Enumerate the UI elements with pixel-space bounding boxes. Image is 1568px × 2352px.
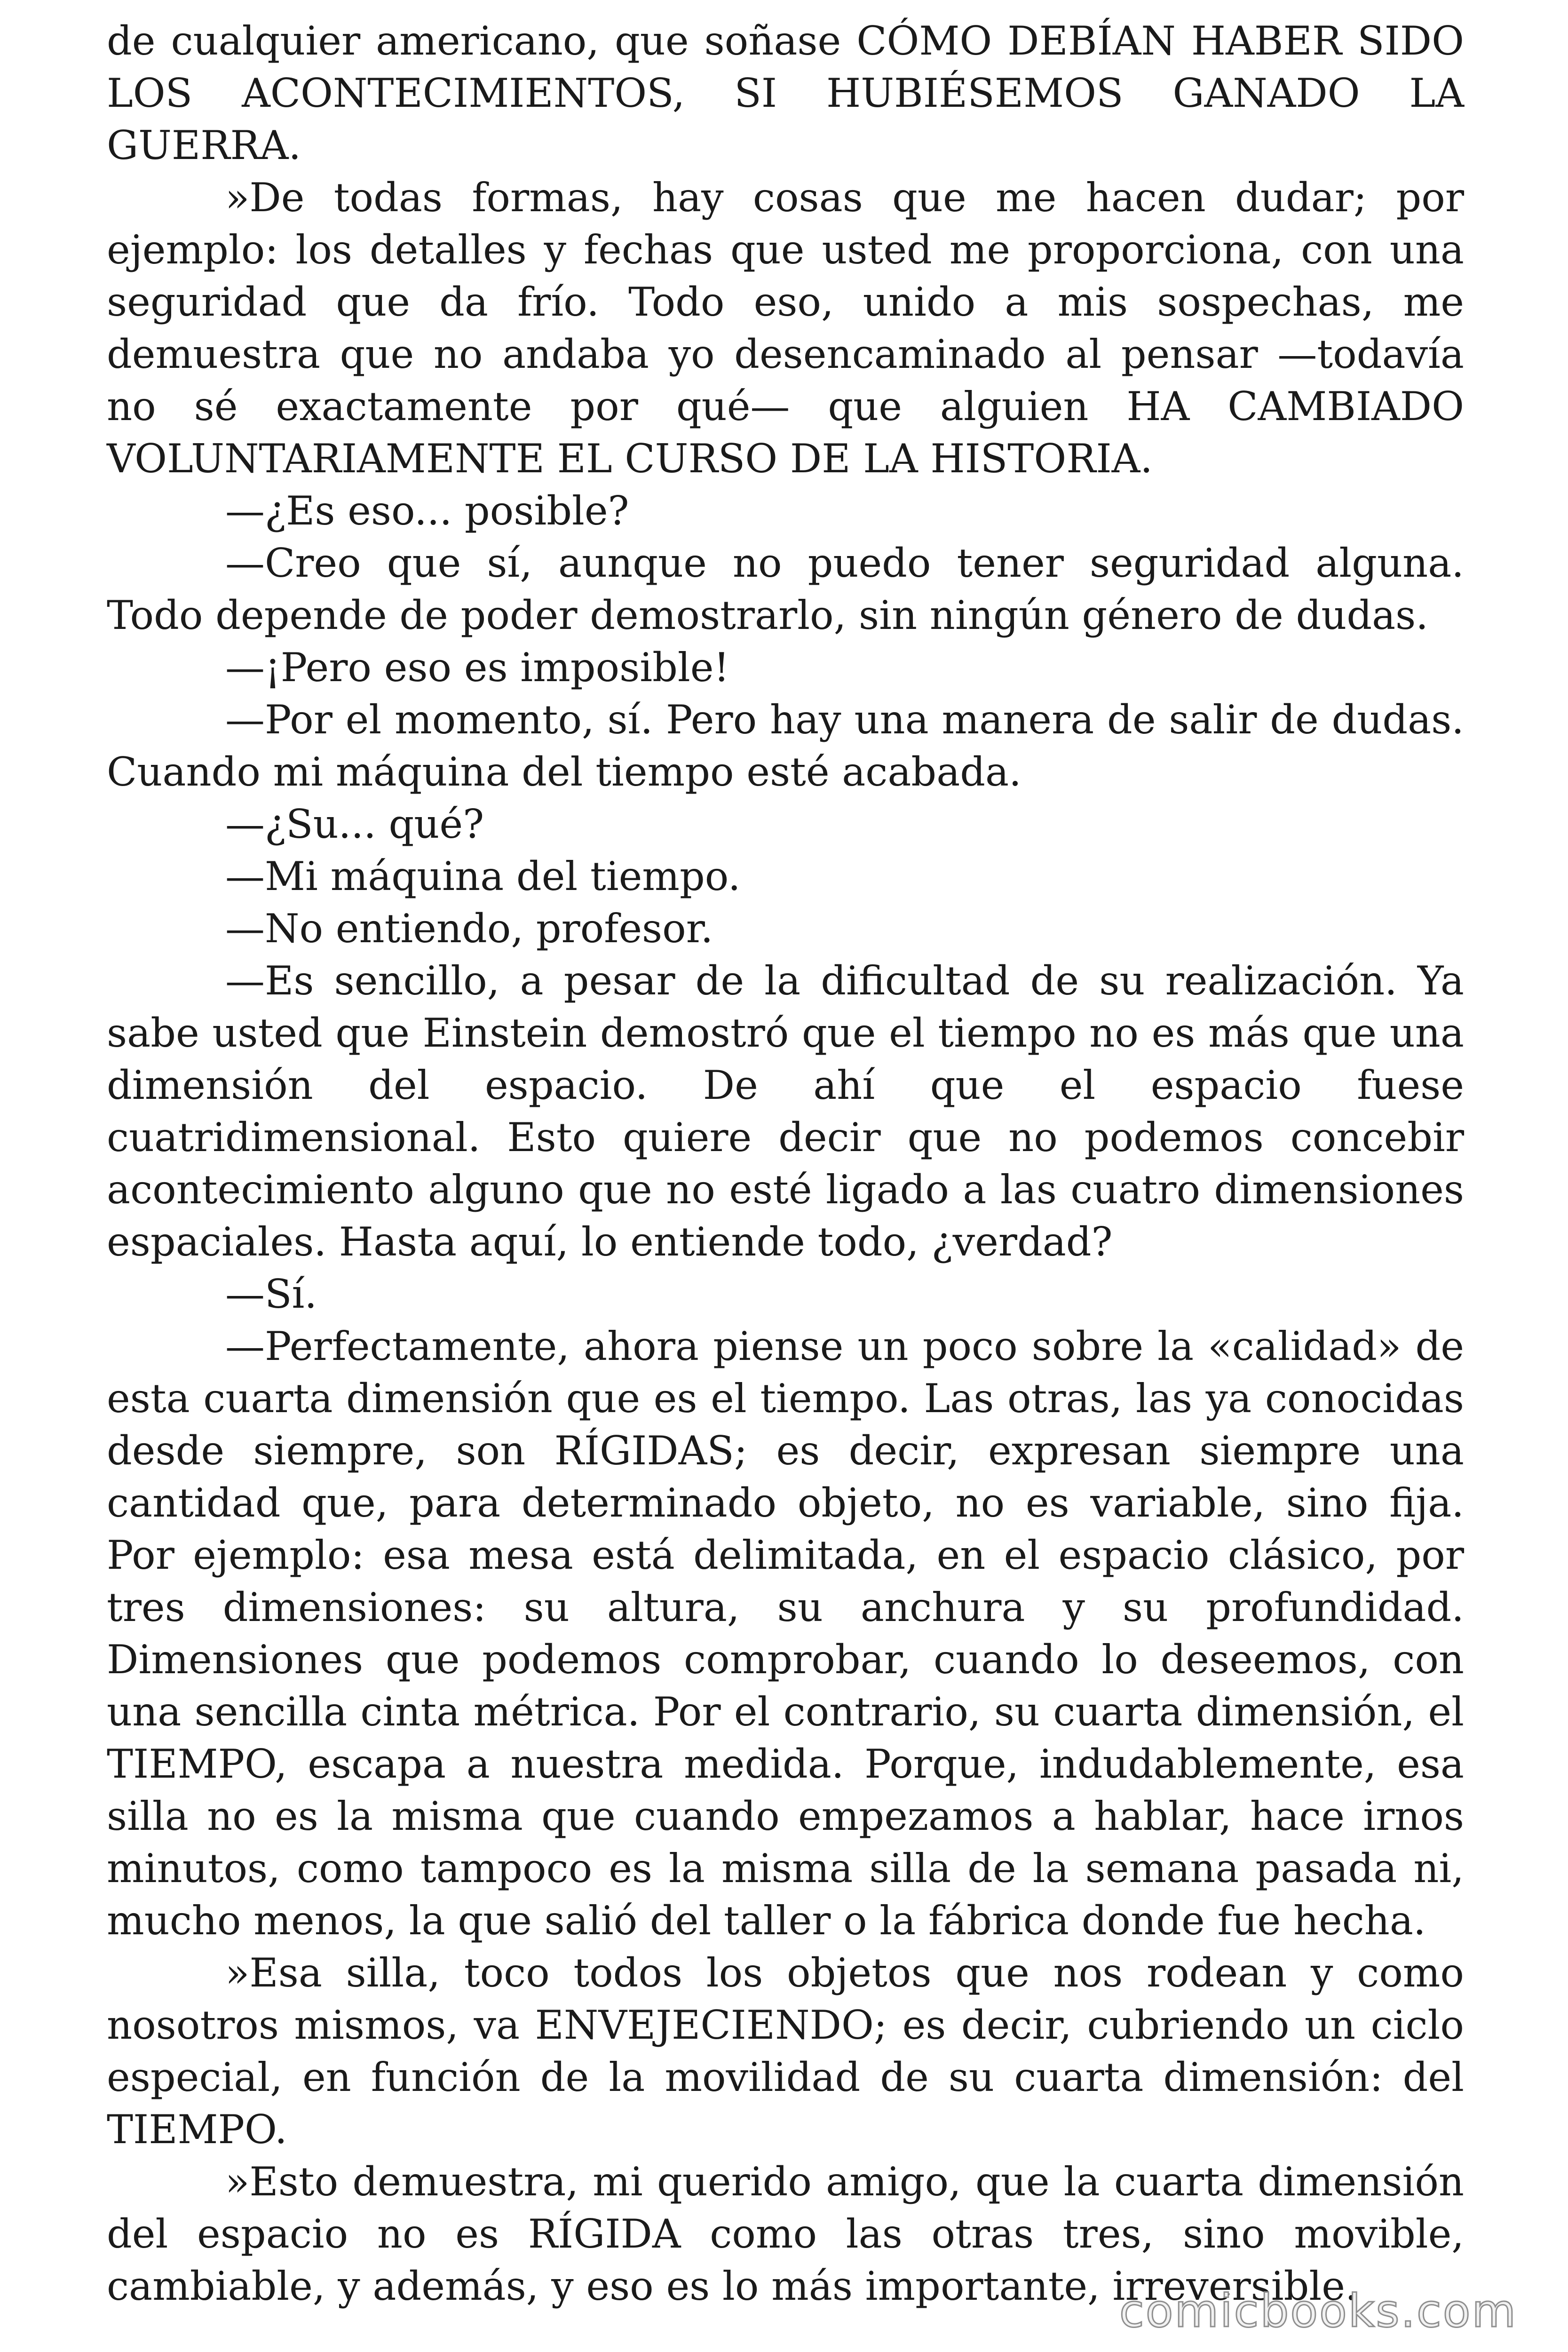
paragraph-2: »De todas formas, hay cosas que me hacen dudar; por ejemplo: los detalles y fechas que usted me proporciona, con una seguridad que da frío. Todo eso, unido a mis sospechas, me demuestra que no andaba yo desencaminado al pensar —todavía no sé exactamente por qué— que alguien HA CAMBIADO VOLUNTARIAMENTE EL CURSO DE LA HISTORIA. bbox=[107, 175, 1464, 482]
paragraph-3: —¿Es eso... posible? bbox=[225, 488, 629, 534]
paragraph-12: —Perfectamente, ahora piense un poco sobre la «calidad» de esta cuarta dimensión que es el tiempo. Las otras, las ya conocidas desde siempre, son RÍGIDAS; es decir, expresan siempre una cantidad que, para determinado objeto, no es variable, sino fija. Por ejemplo: esa mesa está delimitada, en el espacio clásico, por tres dimensiones: su altura, su anchura y su profundidad. Dimensiones que podemos comprobar, cuando lo deseemos, con una sencilla cinta métrica. Por el contrario, su cuarta dimensión, el TIEMPO, escapa a nuestra medida. Porque, indudablemente, esa silla no es la misma que cuando empezamos a hablar, hace irnos minutos, como tampoco es la misma silla de la semana pasada ni, mucho menos, la que salió del taller o la fábrica donde fue hecha. bbox=[107, 1323, 1464, 1944]
paragraph-14: »Esto demuestra, mi querido amigo, que la cuarta dimensión del espacio no es RÍGIDA como las otras tres, sino movible, cambiable, y además, y eso es lo más importante, irreversible. bbox=[107, 2159, 1464, 2309]
paragraph-10: —Es sencillo, a pesar de la dificultad de su realización. Ya sabe usted que Einstein demostró que el tiempo no es más que una dimensión del espacio. De ahí que el espacio fuese cuatridimensional. Esto quiere decir que no podemos concebir acontecimiento alguno que no esté ligado a las cuatro dimensiones espaciales. Hasta aquí, lo entiende todo, ¿verdad? bbox=[107, 958, 1464, 1265]
watermark: comicbooks.com bbox=[1119, 2285, 1517, 2337]
paragraph-4: —Creo que sí, aunque no puedo tener seguridad alguna. Todo depende de poder demostrarlo, sin ningún género de dudas. bbox=[107, 540, 1464, 638]
paragraph-9: —No entiendo, profesor. bbox=[225, 906, 713, 952]
paragraph-6: —Por el momento, sí. Pero hay una manera de salir de dudas. Cuando mi máquina del tiempo esté acabada. bbox=[107, 697, 1464, 795]
paragraph-7: —¿Su... qué? bbox=[225, 801, 484, 847]
paragraph-1: de cualquier americano, que soñase CÓMO DEBÍAN HABER SIDO LOS ACONTECIMIENTOS, SI HUBIÉSEMOS GANADO LA GUERRA. bbox=[107, 18, 1464, 168]
paragraph-8: —Mi máquina del tiempo. bbox=[225, 853, 741, 899]
paragraph-13: »Esa silla, toco todos los objetos que nos rodean y como nosotros mismos, va ENVEJECIENDO; es decir, cubriendo un ciclo especial, en función de la movilidad de su cuarta dimensión: del TIEMPO. bbox=[107, 1950, 1464, 2153]
paragraph-11: —Sí. bbox=[225, 1271, 317, 1317]
paragraph-5: —¡Pero eso es imposible! bbox=[225, 644, 730, 691]
body-text bbox=[107, 15, 1464, 2312]
